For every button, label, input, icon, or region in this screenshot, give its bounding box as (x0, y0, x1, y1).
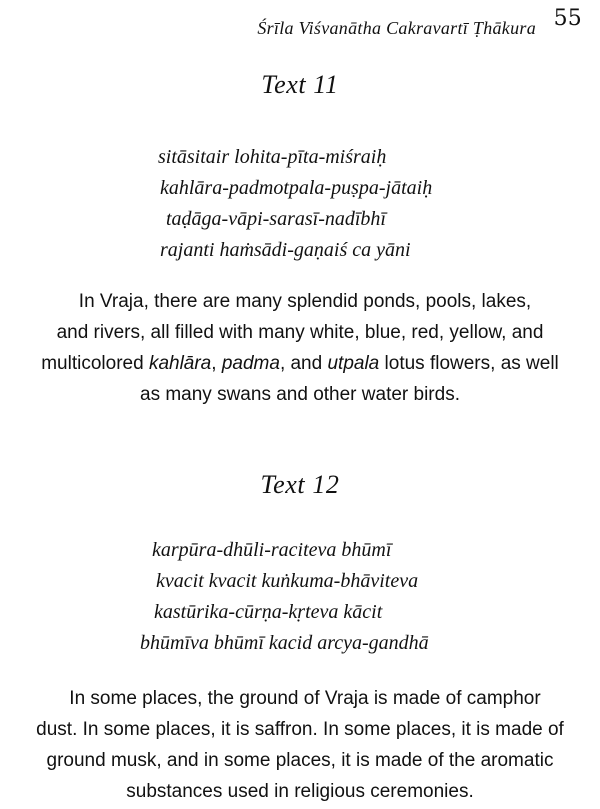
verse-line: rajanti haṁsādi-gaṇaiś ca yāni (160, 239, 411, 261)
translation-text-11 (36, 286, 564, 410)
translation-text: multicolored (41, 353, 149, 374)
verse-line: kahlāra-padmotpala-puṣpa-jātaiḥ (160, 177, 433, 199)
translation-line: In Vraja, there are many splendid ponds, pools, lakes, (78, 291, 532, 312)
verse-text-11 (0, 142, 600, 266)
translation-line: ground musk, and in some places, it is made of the aromatic (46, 750, 554, 771)
verse-line: sitāsitair lohita-pīta-miśraiḥ (158, 146, 387, 168)
italic-term-utpala: utpala (327, 353, 380, 374)
translation-line: In some places, the ground of Vraja is made of camphor (69, 688, 541, 709)
translation-line: dust. In some places, it is saffron. In some places, it is made of (36, 719, 564, 740)
page-number: 55 (553, 6, 582, 31)
verse-text-12 (0, 535, 600, 659)
translation-text: , (211, 353, 222, 374)
section-heading-text-12: Text 12 (260, 470, 340, 499)
translation-line (36, 348, 564, 379)
verse-line: taḍāga-vāpi-sarasī-nadībhī (166, 208, 386, 230)
translation-text: , and (279, 353, 328, 374)
translation-text-12 (36, 683, 564, 807)
section-heading-text-11: Text 11 (261, 70, 339, 99)
verse-line: kastūrika-cūrṇa-kṛteva kācit (154, 601, 383, 623)
verse-line: kvacit kvacit kuṅkuma-bhāviteva (156, 570, 419, 592)
translation-line: substances used in religious ceremonies. (126, 781, 474, 802)
translation-line: and rivers, all filled with many white, blue, red, yellow, and (56, 322, 544, 343)
translation-text: lotus flowers, as well (379, 353, 559, 374)
verse-line: karpūra-dhūli-raciteva bhūmī (152, 539, 392, 561)
italic-term-kahlara: kahlāra (148, 353, 212, 374)
translation-line: as many swans and other water birds. (140, 384, 460, 405)
verse-line: bhūmīva bhūmī kacid arcya-gandhā (140, 632, 429, 654)
italic-term-padma: padma (221, 353, 280, 374)
running-header: Śrīla Viśvanātha Cakravartī Ṭhākura (257, 18, 536, 38)
